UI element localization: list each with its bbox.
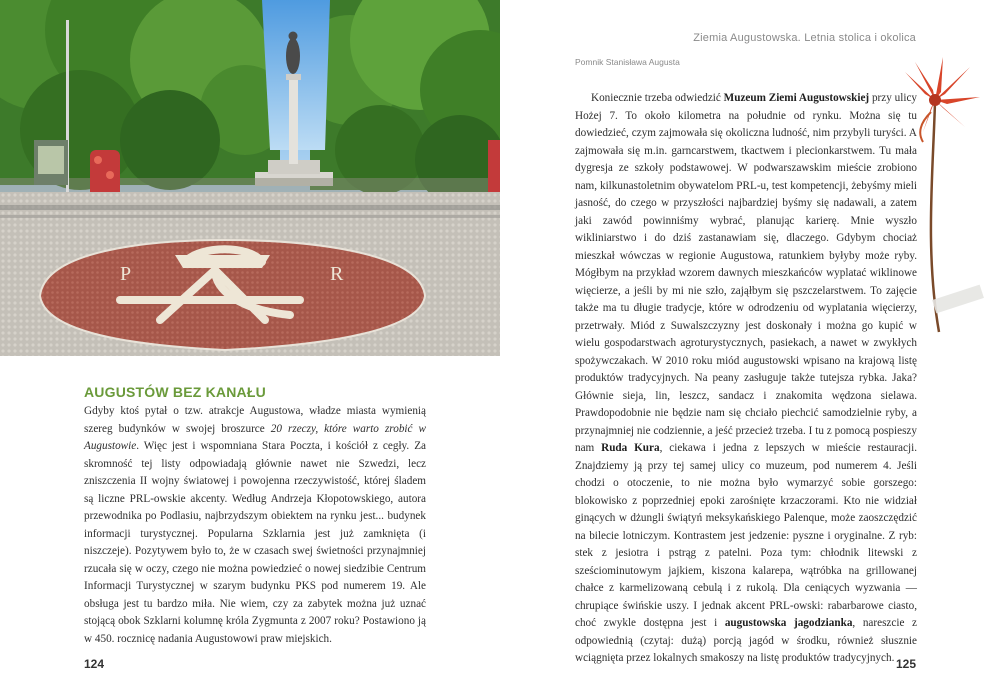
museum-name: Muzeum Ziemi Augustowskiej — [723, 92, 870, 104]
town-square-photo — [0, 0, 500, 356]
photo-illustration — [0, 0, 500, 356]
town-emblem — [40, 240, 425, 350]
section-title: AUGUSTÓW BEZ KANAŁU — [84, 384, 266, 400]
italic-title-run: 20 rzeczy, które warto zrobić w Augustowie — [84, 422, 426, 452]
jagodzianka-name: augustowska jagodzianka — [724, 617, 853, 629]
left-paragraph — [84, 403, 426, 648]
running-head: Ziemia Augustowska. Letnia stolica i okolica — [693, 32, 916, 44]
text-run: Koniecznie trzeba odwiedzić — [591, 92, 724, 104]
page-number-right: 125 — [895, 657, 916, 671]
page-number-left: 124 — [84, 657, 105, 671]
right-paragraph — [575, 90, 917, 668]
emblem-letter-left: P — [120, 263, 132, 285]
text-run: przy ulicy Hożej 7. To około kilometra na południe od rynku. Można się tu dowiedzieć, czym zajmowała się okoliczna ludność, nim przybyli turyści. A zajmowała się m.in. garncarstwem, tkactwem i plecionkarstwem. Tu mała dygresja ze szkoły podstawowej. W podwarszawskim mieście zrobiono nam, kilkunastoletnim obywatelom PRL-u, test kompetencji, żebyśmy mieli jasność, do czego w przyszłości najbardziej byśmy się nadawali, a zatem jaki zawód powinniśmy wybrać, planując karierę. Mnie wyszło wikliniarstwo i do dziś zastanawiam się, dlaczego. Gdybym chociaż mieszkał wówczas w regionie Augustowa, ratunkiem byłyby może ryby. Mógłbym na przykład wzorem dawnych mieszkańców wyplatać wiklinowe więcierze, a jeśli by mi nie szło, zająłbym się pszczelarstwem. To zajęcie także ma tu długie tradycje, które w odrodzeniu od wyplatania więcierzy, przetrwały. Miód z Suwalszczyzny jest doskonały i można go kupić w wielu gospodarstwach agroturystycznych, pasiekach, a nawet w zwykłych spożywczakach. W 2010 roku miód augustowski wpisano na krajową listę produktów tradycyjnych. Na peany zasługuje także tutejsza rybka. Jaka? Głównie sieja, lin, leszcz, sandacz i znakomita wędzona sielawa. Prawdopodobnie nie będzie nam się chciało piechcić samodzielnie ryby, a przynajmniej nie codziennie, a jeść przecież trzeba. I tu z pomocą pospieszy nam — [575, 92, 918, 454]
photo-caption: Pomnik Stanisława Augusta — [575, 57, 680, 67]
text-run: Gdyby ktoś pytał o tzw. atrakcje Augustowa, władze miasta wymienią szereg budynków w swojej broszurce — [84, 405, 426, 435]
text-run: , nareszcie z odpowiednią (czytaj: dużą) porcją jagód w środku, również słusznie wciągnięta przez lokalnych smakoszy na listę produktów tradycyjnych. — [575, 617, 917, 664]
restaurant-name: Ruda Kura — [601, 442, 660, 454]
right-body-text — [575, 90, 917, 668]
left-body-text — [84, 403, 426, 648]
right-page — [500, 0, 1000, 700]
emblem-letter-right: R — [330, 263, 344, 285]
text-run: . Więc jest i wspomniana Stara Poczta, i kościół z cegły. Za skromność tej listy odpowiadają głównie nawet nie Szwedzi, lecz zniszczenia II wojny światowej i powojenna rzeczywistość, której śladem są liczne PRL-owskie akcenty. Według Andrzeja Kłopotowskiego, autora przewodnika po Podlasiu, najbrzydszym obiektem na rynku jest... budynek informacji turystycznej. Popularna Szklarnia jest już zamknięta (i niszczeje). Pozytywem było to, że w czasach swej świetności przynajmniej rzucała się w oczy, czego nie można powiedzieć o nowej siedzibie Centrum Informacji Turystycznej w szarym budynku PKS pod numerem 19. Ale obsługa jest tu bardzo miła. Nie wiem, czy za zabytek można już uznać stojącą obok Szklarni kolumnę króla Zygmunta z 2007 roku? Postawiono ją w 450. rocznicę nadania Augustowowi praw miejskich. — [84, 440, 426, 645]
text-run: , ciekawa i jedna z lepszych w mieście restauracji. Znajdziemy ją przy tej samej ulicy co muzeum, pod numerem 4. Jeśli chodzi o otoczenie, to nie można było wymarzyć sobie gorszego: blokowisko z poprzedniej epoki zarośnięte krzaczorami. Kto nie widział ginących w dżungli świątyń meksykańskiego Palenque, może zaoszczędzić na bilecie lotniczym. Kontrastem jest jedzenie: pyszne i oryginalne. Z ryb: stek z jesiotra i pstrąg z patelni. Poza tym: chłodnik litewski z sześciominutowym jajkiem, kiszona kalarepa, wątróbka na grillowanej chałce z karmelizowaną cebulą i z rukolą. Dla ceniących wyzwania — chrupiące świńskie uszy. I jednak akcent PRL-owski: rabarbarowe ciasto, choć zwykle dostępna jest i — [575, 442, 917, 629]
